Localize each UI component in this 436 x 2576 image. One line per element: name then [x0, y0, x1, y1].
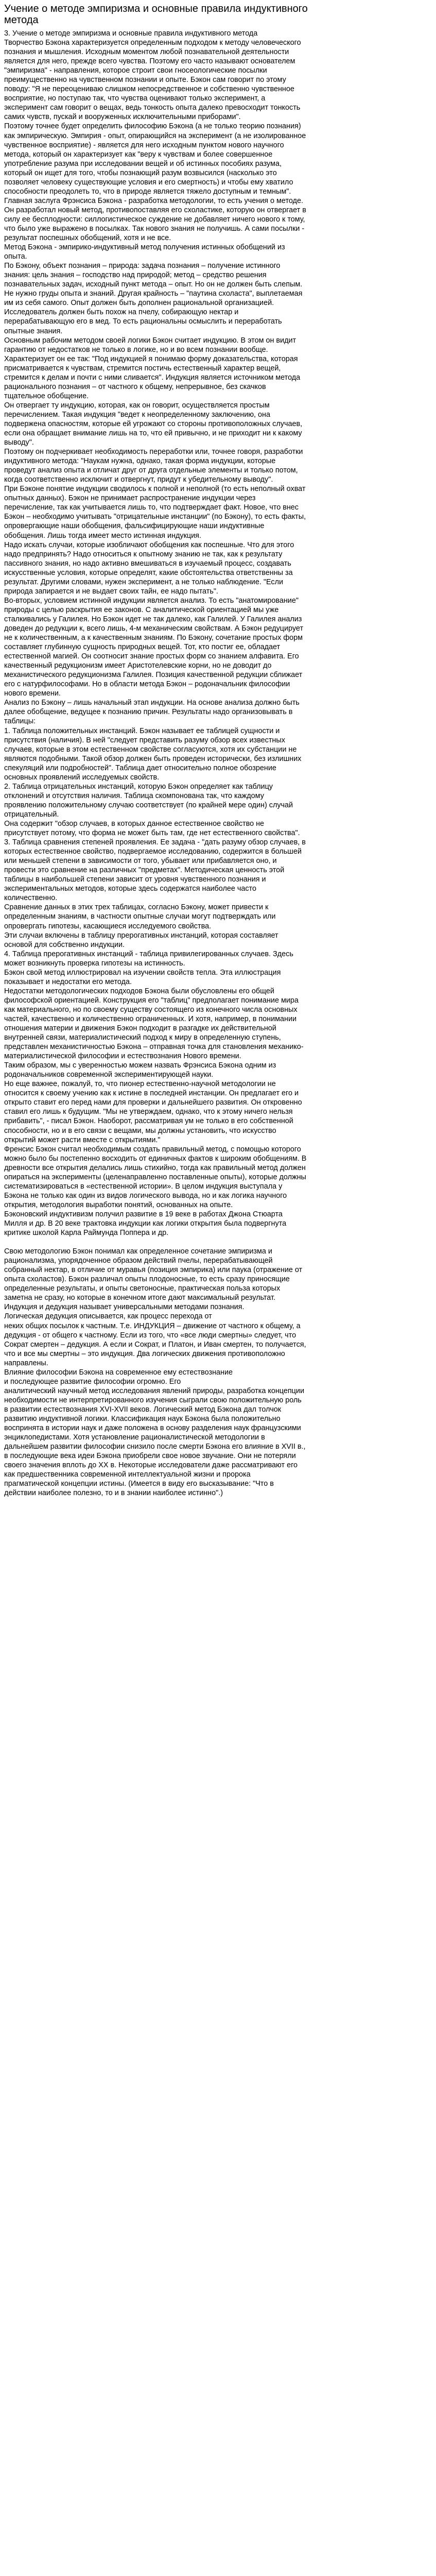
paragraph: Анализ по Бэкону – лишь начальный этап индукции. На основе анализа должно быть далее обобщение, ведущее к познанию причин. Результаты надо организовывать в таблицы:	[4, 699, 300, 726]
paragraph: 4. Таблица прерогативных инстанций - таблица привилегированных случаев. Здесь может возникнуть проверка гипотезы на истинность.	[4, 950, 293, 968]
paragraph: Френсис Бэкон считал необходимым создать правильный метод, с помощью которого можно было бы постепенно восходить от единичных фактов к широким обобщениям. В древности все открытия делались лишь стихийно, тогда как правильный метод должен опираться на эксперименты (целенаправленно поставленные опыты), которые должны систематизироваться в «естественной истории». В целом индукция выступала у Бэкона не только как один из видов логического вывода, но и как логика научного открытия, методология выработки понятий, основанных на опыте.	[4, 1145, 307, 1209]
paragraph: Влияние философии Бэкона на современное ему естествознание	[4, 1368, 233, 1377]
paragraph	[4, 1238, 307, 1247]
paragraph: Характеризует он ее так: "Под индукцией я понимаю форму доказательства, которая присматривается к чувствам, стремится постичь естественный характер вещей, стремится к делам и почти с ними сливается". Индукция является источником метода рационального познания – от частного к общему, непрерывное, без скачков тщательное обобщение.	[4, 354, 301, 400]
paragraph: Свою методологию Бэкон понимал как определенное сочетание эмпиризма и рационализма, упорядоченное образом действий пчелы, перерабатывающей собранный нектар, в отличие от муравья (позиция эмпирика) или паука (отражение от опыта схоластов). Бэкон различал опыты плодоносные, то есть сразу приносящие определенные результаты, и опыты светоносные, практическая польза которых заметна не сразу, но которые в конечном итоге дают максимальный результат.	[4, 1247, 303, 1302]
paragraph: Таким образом, мы с уверенностью можем назвать Фрэнсиса Бэкона одним из родоначальников современной экспериментирующей науки.	[4, 1061, 276, 1079]
paragraph: Она содержит "обзор случаев, в которых данное естественное свойство не присутствует потому, что форма не может быть там, где нет естественного свойства".	[4, 819, 300, 838]
paragraph: Бэконовский индуктивизм получил развитие в 19 веке в работах Джона Стюарта Милля и др. В 20 веке трактовка индукции как логики открытия была подвергнута критике школой Карла Раймунда Поппера и др.	[4, 1210, 287, 1238]
paragraph: Метод Бэкона - эмпирико-индуктивный метод получения истинных обобщений из опыта.	[4, 243, 285, 261]
paragraph: Недостатки методологических подходов Бэкона были обусловлены его общей философской ориентацией. Конструкция его "таблиц" предполагает понимание мира как материального, но по своему существу состоящего из конечного числа основных частей, качественно и количественно ограниченных. И хотя, например, в понимании отношения материи и движения Бэкон подходит в разгадке их действительной внутренней связи, материалистический подход к миру в определенную ступень, представлен механистичностью Бэкона – отправная точка для становления механико-материалистической философии и естествознания Нового времени.	[4, 987, 304, 1061]
paragraph: 2. Таблица отрицательных инстанций, которую Бэкон определяет как таблицу отклонений и отсутствия наличия. Таблица скомпонована так, что каждому проявлению положительному случаю соответствует (по крайней мере один) случай отрицательный.	[4, 782, 293, 819]
paragraph: По Бэкону, объект познания – природа: задача познания – получение истинного знания: цель знания – господство над природой; метод – средство решения познавательных задач, исходный пункт метода – опыт. Но он не должен быть слепым. Не нужно груды опыта и знаний. Другая крайность – "паутина схоласта", выплетаемая им из себя самого. Опыт должен быть дополнен рациональной организацией. Исследователь должен быть похож на пчелу, собирающую нектар и перерабатывающую его в мед. То есть рациональны осмыслить и переработать опытные знания.	[4, 262, 303, 335]
paragraph: Но еще важнее, пожалуй, то, что пионер естественно-научной методологии не относится к своему учению как к истине в последней инстанции. Он предлагает его и открыто ставит его перед нами для проверки и дальнейшего развития. Он откровенно ставил его лишь к будущим. "Мы не утверждаем, однако, что к этому ничего нельзя прибавить", - писал Бэкон. Наоборот, рассматривая ум не только в его собственной способности, но и в его связи с вещами, мы должны установить, что искусство открытий может расти вместе с открытиями."	[4, 1080, 302, 1144]
paragraph: Он отвергает ту индукцию, которая, как он говорит, осуществляется простым перечислением. Такая индукция "ведет к неопределенному заключению, она подвержена опасностям, которые ей угрожают со стороны противоположных случаев, если она обращает внимание лишь на то, что ей привычно, и не приходит ни к какому выводу".	[4, 401, 303, 447]
paragraph: Сравнение данных в этих трех таблицах, согласно Бэкону, может привести к определенным знаниям, в частности опытные случаи могут подтверждать или опровергать гипотезы, касающиеся исследуемого свойства.	[4, 903, 276, 930]
paragraph: Творчество Бэкона характеризуется определенным подходом к методу человеческого познания и мышления. Исходным моментом любой познавательной деятельности является для него, прежде всего чувства. Поэтому его часто называют основателем "эмпиризма" - направления, которое строит свои гносеологические посылки преимущественно на чувственном познании и опыте. Бэкон сам говорит по этому поводу: "Я не переоцениваю слишком непосредственное и собственно чувственное восприятие, но поступаю так, что чувства оценивают только эксперимент, а эксперимент сам говорит о вещах, ведь тонкость опыта далеко превосходит тонкость самих чувств, пускай и вооруженных исключительными приборами".	[4, 39, 301, 122]
paragraph: и последующее развитие философии огромно. Его	[4, 1377, 181, 1386]
paragraph: Индукция и дедукция называет универсальными методами познания.	[4, 1303, 245, 1312]
page-title: Учение о методе эмпиризма и основные правила индуктивного метода	[4, 3, 308, 26]
document-body	[4, 29, 307, 1498]
paragraph: Логическая дедукция описывается, как процесс перехода от	[4, 1312, 212, 1321]
paragraph: 1. Таблица положительных инстанций. Бэкон называет ее таблицей сущности и присутствия (наличия). В ней "следует представить разуму обзор всех известных случаев, которые в этом естественном свойстве согласуются, хотя их субстанции не являются подобными. Такой обзор должен быть проведен исторически, без излишних спекуляций или подробностей". Таблица дает относительно полное обозрение основных проявлений исследуемых свойств.	[4, 726, 302, 782]
paragraph: Поэтому точнее будет определить философию Бэкона (а не только теорию познания) как эмпирическую. Эмпирия - опыт, опирающийся на эксперимент (а не изолированное чувственное восприятие) - является для него исходным пунктом нового научного метода, который он характеризует как "веру к чувствам и более совершенное употребление разума при исследовании вещей и об истинных пособиях разума, который он ищет для того, чтобы познающий разум возвысился (насколько это позволяет человеку существующие условия и его смертность) и чтобы ему хватило способности преодолеть то, что в природе является тяжело доступным и темным".	[4, 122, 306, 196]
paragraph: Поэтому он подчеркивает необходимость переработки или, точнее говоря, разработки индуктивного метода: "Наукам нужна, однако, такая форма индукции, которые проведут анализ опыта и отличат друг от друга отдельные элементы и только потом, когда соответственно исключит и отвергнут, придут к убедительному выводу".	[4, 448, 303, 484]
paragraph: 3. Учение о методе эмпиризма и основные правила индуктивного метода	[4, 29, 258, 38]
paragraph: Бэкон свой метод иллюстрировал на изучении свойств тепла. Эта иллюстрация показывает и недостатки его метода.	[4, 968, 281, 986]
paragraph: Основным рабочим методом своей логики Бэкон считает индукцию. В этом он видит гарантию от недостатков не только в логике, но и во всем познании вообще.	[4, 336, 297, 354]
paragraph: аналитический научный метод исследования явлений природы, разработка концепции необходимости не интерпретированного изучения сыграли свою положительную роль в развитии естествознания XVI-XVII веков. Логический метод Бэкона дал толчок развитию индуктивной логики. Классификация наук Бэкона была положительно воспринята в истории наук и даже положена в основу разделения наук французскими энциклопедистами. Хотя установление рационалистической методологии в дальнейшем развитии философии снизило после смерти Бэкона его влияние в XVII в., в последующие века идеи Бэкона приобрели свое новое звучание. Они не потеряли своего значения вплоть до XX в. Некоторые исследователи даже рассматривают его как предшественника современной интеллектуальной жизни и пророка прагматической концепции истины. (Имеется в виду его высказывание: "Что в действии наиболее полезно, то и в знании наиболее истинно".)	[4, 1386, 306, 1498]
paragraph: 3. Таблица сравнения степеней проявления. Ее задача - "дать разуму обзор случаев, в которых естественное свойство, подвергаемое исследованию, содержится в большей или меньшей степени в зависимости от того, убывает или прибавляется оно, и провести это сравнение на различных "предметах". Методическая ценность этой таблицы в наибольшей степени зависит от уровня чувственного познания и экспериментальных методов, которые здесь содержатся наиболее часто количественно.	[4, 838, 306, 903]
paragraph: Надо искать случаи, которые изобличают обобщения как поспешные. Что для этого надо предпринять? Надо относиться к опытному знанию не так, как к результату пассивного знания, но надо активно вмешиваться в изучаемый процесс, создавать искусственные условия, которые определят, какие обстоятельства ответственны за результат. Другими словами, нужен эксперимент, а не только наблюдение. "Если природа запирается и не выдает своих тайн, ее надо пытать".	[4, 540, 294, 596]
paragraph: При Бэконе понятие индукции сводилось к полной и неполной (то есть неполный охват опытных данных). Бэкон не принимает распространение индукции через перечисление, так как учитывается лишь то, что подтверждает факт. Новое, что внес Бэкон – необходимо учитывать "отрицательные инстанции" (по Бэкону), то есть факты, опровергающие наши обобщения, фальсифицирующие наши индуктивные обобщения. Лишь тогда имеет место истинная индукция.	[4, 485, 306, 540]
paragraph: Главная заслуга Фрэнсиса Бэкона - разработка методологии, то есть учения о методе. Он разработал новый метод, противопоставляя его схоластике, которую он отвергает в силу ее бесплодности: силлогистическое суждение не добавляет ничего нового к тому, что было уже выражено в посылках. Так нового знания не получишь. А сами посылки - результат поспешных обобщений, хотя и не все.	[4, 196, 306, 243]
paragraph: неких общих посылок к частным. Т.е. ИНДУКЦИЯ – движение от частного к общему, а дедукция - от общего к частному. Если из того, что «все люди смертны» следует, что Сократ смертен – дедукция. А если и Сократ, и Платон, и Иван смертен, то получается, что и все мы смертны – это индукция. Два логических движения противоположно направлены.	[4, 1321, 306, 1367]
paragraph: Эти случаи включены в таблицу прерогативных инстанций, которая составляет основой для собственно индукции.	[4, 931, 278, 949]
paragraph: Во-вторых, условием истинной индукции является анализ. То есть "анатомирование" природы с целью раскрытия ее законов. С аналитической ориентацией мы уже сталкивались у Галилея. Но Бэкон идет не так далеко, как Галилей. У Галилея анализ доведен до редукции к, всего лишь, 4-м механическим свойствам. А Бэкон редуцирует не к количественным, а к качественным знаниям. По Бэкону, сочетание простых форм составляет глубинную сущность природных вещей. Тот, кто постиг ее, обладает естественной магией. Он соотносит знание простых форм со знанием алфавита. Его качественный редукционизм имеет Аристотелевские корни, но не доводит до механистического редукционизма Галилея. Позиция качественной редукции сближает его с натурфилософами. Но в области метода Бэкон – родоначальник философии нового времени.	[4, 596, 304, 698]
